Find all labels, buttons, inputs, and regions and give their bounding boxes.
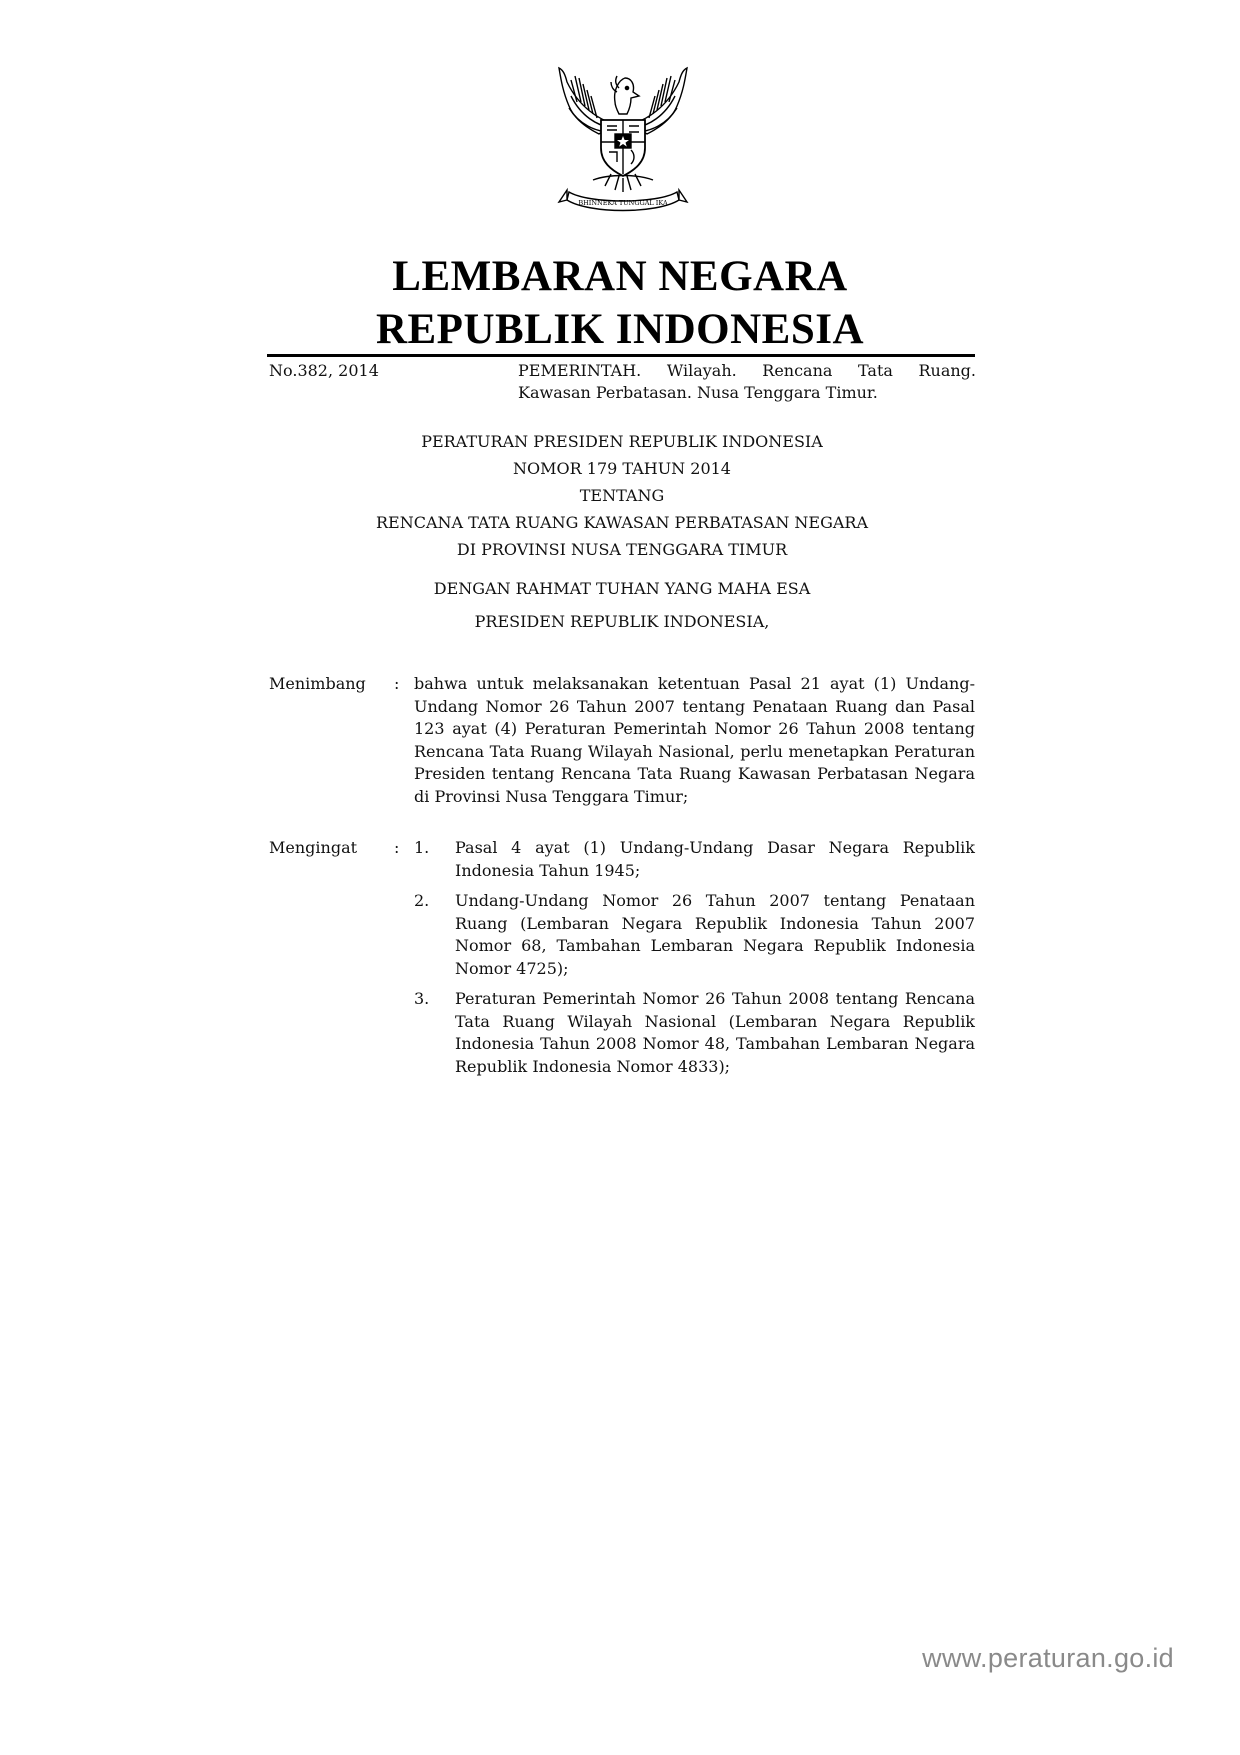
- garuda-emblem-icon: [549, 62, 697, 222]
- regulation-title-line3: TENTANG: [579, 486, 665, 505]
- regulation-title-line5: DI PROVINSI NUSA TENGGARA TIMUR: [456, 540, 788, 559]
- masthead-title-line2: REPUBLIK INDONESIA: [375, 306, 865, 353]
- regulation-title-line2: NOMOR 179 TAHUN 2014: [513, 459, 731, 478]
- svg-text:BHINNEKA TUNGGAL IKA: BHINNEKA TUNGGAL IKA: [578, 199, 668, 207]
- list-item: [414, 890, 975, 980]
- list-item-text: Undang-Undang Nomor 26 Tahun 2007 tentang Penataan Ruang (Lembaran Negara Republik Indonesia Tahun 2007 Nomor 68, Tambahan Lembaran Negara Republik Indonesia Nomor 4725);: [455, 891, 975, 978]
- gazette-subject: [518, 360, 976, 404]
- masthead-divider: [267, 354, 975, 357]
- list-item-text: Pasal 4 ayat (1) Undang-Undang Dasar Negara Republik Indonesia Tahun 1945;: [455, 838, 975, 880]
- list-item-text: Peraturan Pemerintah Nomor 26 Tahun 2008 tentang Rencana Tata Ruang Wilayah Nasional (Lembaran Negara Republik Indonesia Tahun 2008 Nomor 48, Tambahan Lembaran Negara Republik Indonesia Nomor 4833);: [455, 989, 975, 1076]
- opening-line2: PRESIDEN REPUBLIK INDONESIA,: [474, 612, 770, 631]
- regulation-title-line1: PERATURAN PRESIDEN REPUBLIK INDONESIA: [421, 432, 823, 451]
- regulation-title: [269, 428, 975, 563]
- gazette-subject-line2: Kawasan Perbatasan. Nusa Tenggara Timur.: [518, 383, 878, 402]
- menimbang-colon: :: [394, 674, 400, 693]
- list-item-number: 2.: [414, 891, 430, 910]
- mengingat-list: [414, 837, 975, 1086]
- list-item-number: 3.: [414, 989, 430, 1008]
- mengingat-label: Mengingat: [269, 838, 358, 857]
- footer-website-url: www.peraturan.go.id: [922, 1643, 1174, 1673]
- list-item: [414, 988, 975, 1078]
- opening-line1: DENGAN RAHMAT TUHAN YANG MAHA ESA: [433, 579, 811, 598]
- mengingat-colon: :: [394, 838, 400, 857]
- masthead-title-line1: LEMBARAN NEGARA: [392, 253, 848, 300]
- regulation-title-line4: RENCANA TATA RUANG KAWASAN PERBATASAN NEGARA: [375, 513, 869, 532]
- menimbang-label: Menimbang: [269, 674, 366, 693]
- list-item-number: 1.: [414, 838, 430, 857]
- gazette-number: No.382, 2014: [269, 361, 379, 380]
- gazette-subject-line1: PEMERINTAH. Wilayah. Rencana Tata Ruang.: [518, 361, 976, 380]
- list-item: [414, 837, 975, 882]
- opening-formula: [269, 572, 975, 638]
- menimbang-text: bahwa untuk melaksanakan ketentuan Pasal 21 ayat (1) Undang-Undang Nomor 26 Tahun 2007 tentang Penataan Ruang dan Pasal 123 ayat (4) Peraturan Pemerintah Nomor 26 Tahun 2008 tentang Rencana Tata Ruang Wilayah Nasional, perlu menetapkan Peraturan Presiden tentang Rencana Tata Ruang Kawasan Perbatasan Negara di Provinsi Nusa Tenggara Timur;: [414, 674, 975, 806]
